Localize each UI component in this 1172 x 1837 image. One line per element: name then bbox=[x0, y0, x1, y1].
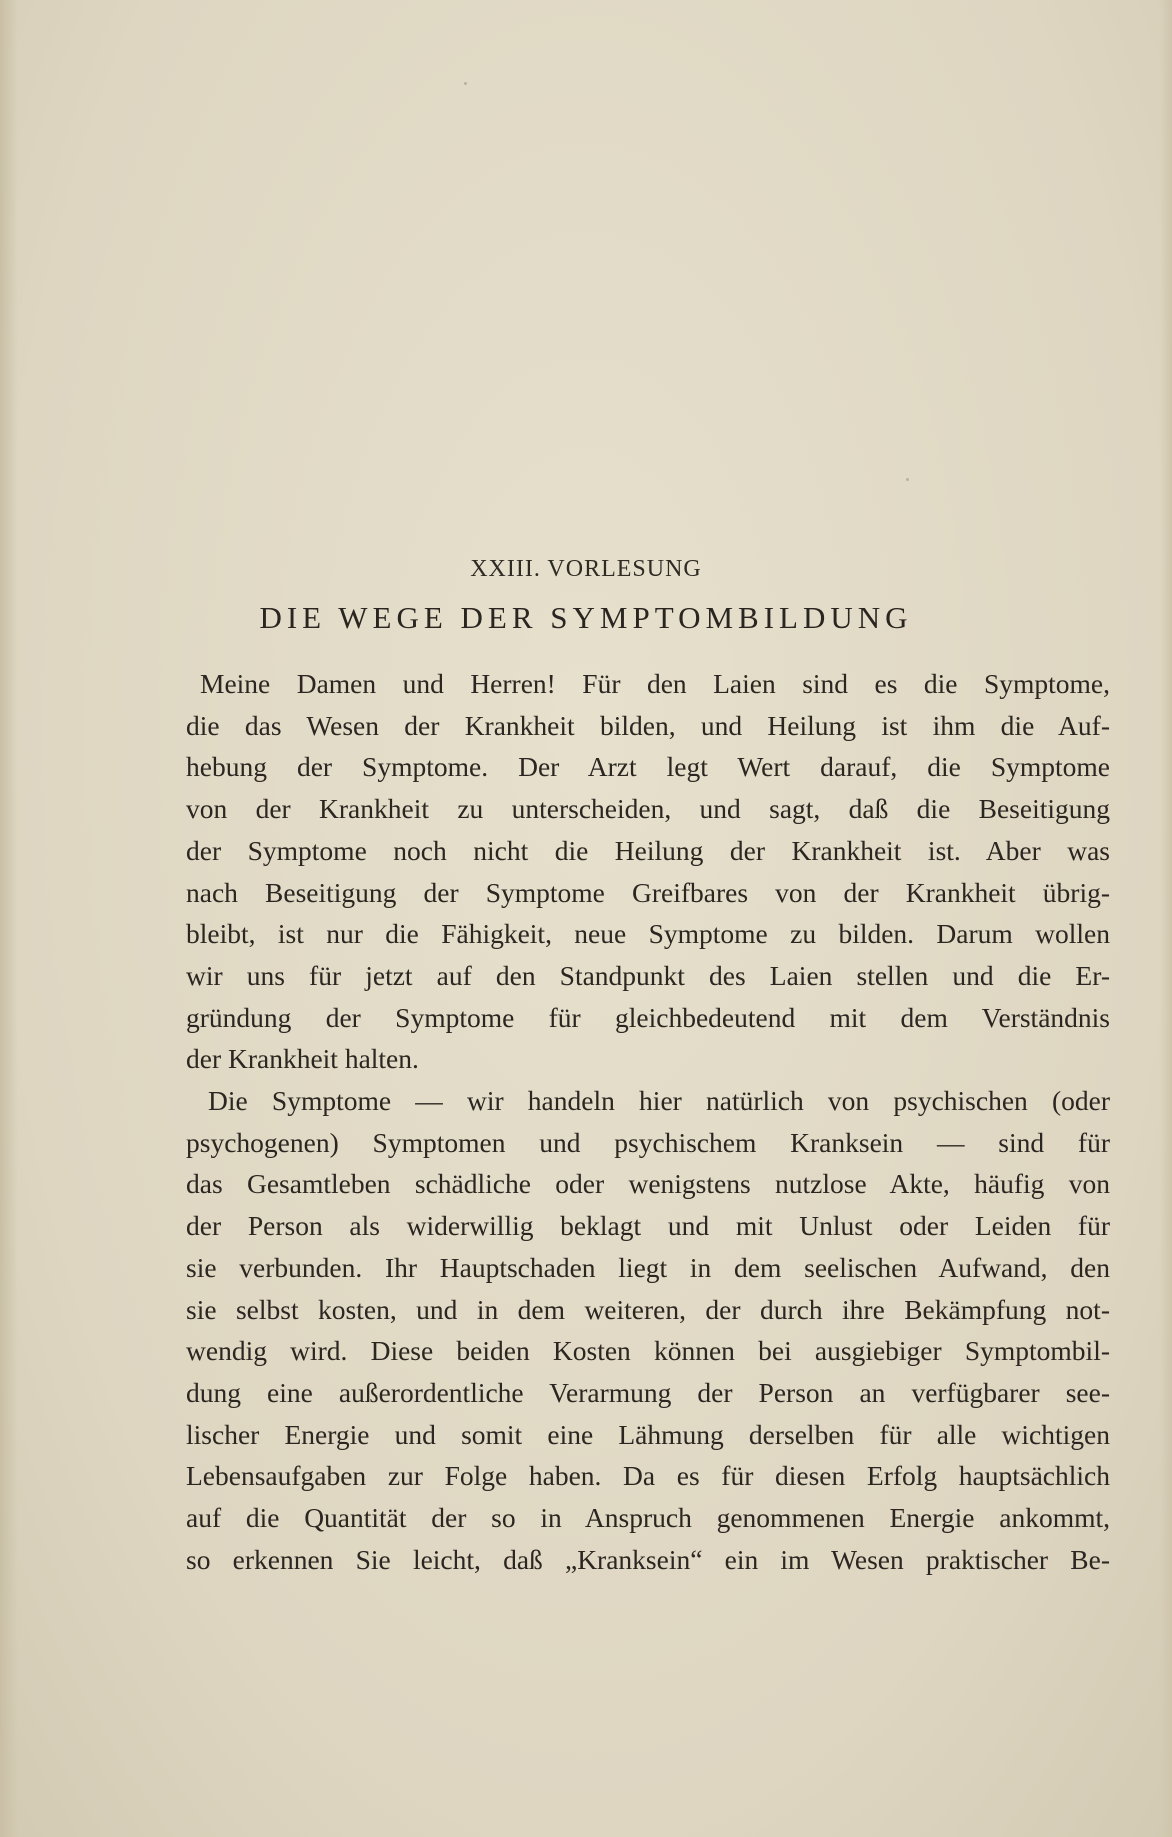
paragraph-2 bbox=[186, 1080, 1110, 1580]
chapter-label: XXIII. VORLESUNG bbox=[470, 556, 702, 582]
text-line: sie verbunden. Ihr Hauptschaden liegt in dem seelischen Aufwand, den bbox=[186, 1251, 1110, 1283]
text-line: dung eine außerordentliche Verarmung der Person an verfügbarer see- bbox=[186, 1376, 1110, 1408]
text-line: hebung der Symptome. Der Arzt legt Wert darauf, die Symptome bbox=[186, 751, 1110, 783]
text-line: der Person als widerwillig beklagt und mit Unlust oder Leiden für bbox=[186, 1210, 1110, 1242]
paper-speck bbox=[906, 478, 909, 481]
paragraph-1 bbox=[186, 663, 1110, 1080]
text-line: der Symptome noch nicht die Heilung der Krankheit ist. Aber was bbox=[186, 834, 1110, 866]
text-line: gründung der Symptome für gleichbedeutend mit dem Verständnis bbox=[186, 1001, 1110, 1033]
text-line: nach Beseitigung der Symptome Greifbares von der Krankheit übrig- bbox=[186, 876, 1110, 908]
text-line: bleibt, ist nur die Fähigkeit, neue Symptome zu bilden. Darum wollen bbox=[186, 918, 1110, 950]
text-line: wendig wird. Diese beiden Kosten können bei ausgiebiger Symptombil- bbox=[186, 1335, 1110, 1367]
text-line: psychogenen) Symptomen und psychischem Kranksein — sind für bbox=[186, 1126, 1110, 1158]
body-text bbox=[186, 663, 1110, 1580]
text-line: von der Krankheit zu unterscheiden, und sagt, daß die Beseitigung bbox=[186, 793, 1110, 825]
text-line: Meine Damen und Herren! Für den Laien sind es die Symptome, bbox=[200, 668, 1110, 699]
page-right-edge-shadow bbox=[1160, 0, 1172, 1837]
text-line: lischer Energie und somit eine Lähmung derselben für alle wichtigen bbox=[186, 1418, 1110, 1450]
page-left-edge-shadow bbox=[0, 0, 18, 1837]
text-line: Lebensaufgaben zur Folge haben. Da es für diesen Erfolg hauptsächlich bbox=[186, 1460, 1110, 1492]
chapter-title: DIE WEGE DER SYMPTOMBILDUNG bbox=[259, 600, 913, 635]
text-line: das Gesamtleben schädliche oder wenigstens nutzlose Akte, häufig von bbox=[186, 1168, 1110, 1200]
text-line: Die Symptome — wir handeln hier natürlich von psychischen (oder bbox=[208, 1085, 1110, 1117]
text-line: der Krankheit halten. bbox=[186, 1043, 419, 1075]
text-line: sie selbst kosten, und in dem weiteren, der durch ihre Bekämpfung not- bbox=[186, 1293, 1110, 1325]
paper-speck bbox=[464, 82, 467, 85]
text-line: auf die Quantität der so in Anspruch genommenen Energie ankommt, bbox=[186, 1502, 1110, 1534]
text-line: so erkennen Sie leicht, daß „Kranksein“ ein im Wesen praktischer Be- bbox=[186, 1543, 1110, 1575]
text-line: wir uns für jetzt auf den Standpunkt des Laien stellen und die Er- bbox=[186, 959, 1110, 991]
text-line: die das Wesen der Krankheit bilden, und Heilung ist ihm die Auf- bbox=[186, 709, 1110, 741]
